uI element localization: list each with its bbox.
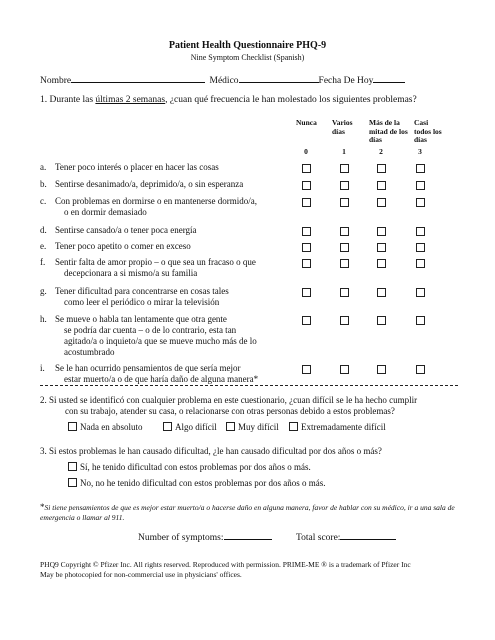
item-text: Se mueve o habla tan lentamente que otra gente [55, 314, 227, 324]
answer-checkbox[interactable] [340, 198, 349, 207]
q1-suffix: , ¿cuan qué frecuencia le han molestado los siguientes problemas? [165, 95, 417, 105]
answer-checkbox[interactable] [416, 288, 425, 297]
note-text: Si tiene pensamientos de que es mejor estar muerto/a o hacerse daño en alguna manera, favor de hablar con su médico, ir a una sala de emergencia o llamar al 911. [40, 503, 455, 522]
item-text: Sentirse desanimado/a, deprimido/a, o sin esperanza [55, 179, 244, 189]
item-letter: f. [40, 257, 46, 267]
col-score-0: 0 [304, 147, 308, 156]
item-text: Tener poco apetito o comer en exceso [55, 241, 191, 251]
answer-checkbox[interactable] [302, 164, 311, 173]
item-letter: g. [40, 286, 47, 296]
item-text: o en dormir demasiado [55, 207, 147, 217]
item-text: se podría dar cuenta – o de lo contrario, esta tan [55, 325, 237, 335]
item-letter: a. [40, 162, 47, 172]
col-score-2: 2 [379, 147, 383, 156]
item-letter: h. [40, 314, 47, 324]
item-text: como leer el periódico o mirar la televisión [55, 297, 220, 307]
answer-checkbox[interactable] [377, 259, 386, 268]
q1-prefix: 1. Durante las [40, 95, 96, 105]
checkbox-icon[interactable] [289, 422, 298, 431]
item-text: Tener dificultad para concentrarse en cosas tales [55, 286, 229, 296]
item-letter: c. [40, 196, 47, 206]
answer-checkbox[interactable] [377, 198, 386, 207]
answer-checkbox[interactable] [416, 181, 425, 190]
answer-checkbox[interactable] [340, 181, 349, 190]
answer-checkbox[interactable] [377, 365, 386, 374]
fecha-label: Fecha De Hoy [318, 76, 374, 86]
answer-checkbox[interactable] [302, 227, 311, 236]
nombre-label: Nombre [40, 76, 72, 86]
answer-checkbox[interactable] [377, 243, 386, 252]
medico-label: Médico [209, 76, 239, 86]
q2-option-label: Extremadamente difícil [301, 422, 386, 432]
question-2-line2: con su trabajo, atender su casa, o relacionarse con otras personas debido a estos problemas? [65, 406, 395, 416]
nombre-field[interactable] [71, 73, 205, 83]
form-title: Patient Health Questionnaire PHQ-9 [168, 40, 327, 51]
col-header-nunca: Nunca [296, 118, 317, 127]
checkbox-icon[interactable] [68, 462, 77, 471]
checkbox-icon[interactable] [68, 478, 77, 487]
col-score-3: 3 [418, 147, 422, 156]
item-text: acostumbrado [55, 347, 115, 357]
fecha-field[interactable] [373, 73, 405, 83]
item-letter: e. [40, 241, 47, 251]
item-text: Tener poco interés o placer en hacer las cosas [55, 162, 219, 172]
q2-option-algo[interactable] [163, 422, 217, 432]
answer-checkbox[interactable] [340, 164, 349, 173]
symptoms-field[interactable] [224, 530, 272, 540]
q2-option-label: Nada en absoluto [80, 422, 143, 432]
checkbox-icon[interactable] [68, 422, 77, 431]
item-text: estar muerto/a o de que haría daño de alguna manera* [55, 374, 259, 384]
col-header-varios: Varios días [332, 118, 353, 136]
symptoms-label: Number of symptoms: [138, 533, 224, 543]
answer-checkbox[interactable] [416, 243, 425, 252]
section-divider [40, 385, 458, 386]
q3-option-label: No, no he tenido dificultad con estos problemas por dos años o más. [80, 478, 326, 488]
answer-checkbox[interactable] [416, 259, 425, 268]
item-text: decepcionara a si mismo/a su familia [55, 268, 198, 278]
q2-option-label: Algo difícil [175, 422, 217, 432]
answer-checkbox[interactable] [302, 259, 311, 268]
checkbox-icon[interactable] [163, 422, 172, 431]
col-header-mas-mitad: Más de la mitad de los días [369, 118, 408, 144]
symptoms-count [138, 530, 272, 543]
answer-checkbox[interactable] [416, 316, 425, 325]
q3-option-no[interactable] [68, 478, 325, 488]
medico-field[interactable] [239, 73, 319, 83]
answer-checkbox[interactable] [302, 243, 311, 252]
total-field[interactable] [340, 530, 396, 540]
answer-checkbox[interactable] [377, 227, 386, 236]
answer-checkbox[interactable] [416, 164, 425, 173]
copyright-footer [40, 560, 411, 580]
answer-checkbox[interactable] [416, 227, 425, 236]
q2-option-nada[interactable] [68, 422, 142, 432]
total-label: Total score: [296, 533, 341, 543]
checkbox-icon[interactable] [226, 422, 235, 431]
q3-option-label: Sí, he tenido dificultad con estos problemas por dos años o más. [80, 462, 311, 472]
question-1 [40, 95, 417, 105]
answer-checkbox[interactable] [377, 181, 386, 190]
answer-checkbox[interactable] [302, 365, 311, 374]
answer-checkbox[interactable] [302, 181, 311, 190]
answer-checkbox[interactable] [340, 259, 349, 268]
q3-option-si[interactable] [68, 462, 311, 472]
item-letter: d. [40, 225, 47, 235]
answer-checkbox[interactable] [340, 316, 349, 325]
answer-checkbox[interactable] [340, 365, 349, 374]
form-subtitle: Nine Symptom Checklist (Spanish) [190, 53, 305, 62]
item-letter: b. [40, 179, 47, 189]
item-text: Se le han ocurrido pensamientos de que sería mejor [55, 363, 241, 373]
note-asterisk: * [40, 502, 45, 512]
item-letter: i. [40, 363, 45, 373]
answer-checkbox[interactable] [340, 227, 349, 236]
q2-option-label: Muy difícil [238, 422, 279, 432]
item-text: agitado/a o inquieto/a que se mueve mucho más de lo [55, 336, 257, 346]
answer-checkbox[interactable] [377, 288, 386, 297]
question-2-line1: 2. Si usted se identificó con cualquier problema en este cuestionario, ¿cuan difícil se le ha hecho cumplir [40, 395, 418, 405]
footer-line2: May be photocopied for non-commercial use in physicians' offices. [40, 570, 242, 579]
q2-option-muy[interactable] [226, 422, 279, 432]
col-score-1: 1 [342, 147, 346, 156]
answer-checkbox[interactable] [416, 198, 425, 207]
question-3: 3. Si estos problemas le han causado dificultad, ¿le han causado dificultad por dos años o más? [40, 446, 382, 456]
answer-checkbox[interactable] [340, 288, 349, 297]
footer-line1: PHQ9 Copyright © Pfizer Inc. All rights reserved. Reproduced with permission. PRIME-ME ® is a trademark of Pfizer Inc [40, 560, 411, 569]
item-text: Sentirse cansado/a o tener poca energía [55, 225, 197, 235]
col-header-casi: Casi todos los días [414, 118, 442, 144]
answer-checkbox[interactable] [302, 316, 311, 325]
answer-checkbox[interactable] [302, 198, 311, 207]
item-text: Sentir falta de amor propio – o que sea un fracaso o que [55, 257, 256, 267]
q2-option-extremadamente[interactable] [289, 422, 386, 432]
answer-checkbox[interactable] [340, 243, 349, 252]
item-text: Con problemas en dormirse o en mantenerse dormido/a, [55, 196, 257, 206]
answer-checkbox[interactable] [377, 164, 386, 173]
answer-checkbox[interactable] [416, 365, 425, 374]
patient-fields [40, 73, 405, 86]
total-score [296, 530, 396, 543]
q1-underlined: últimas 2 semanas [95, 95, 166, 105]
safety-note [40, 502, 460, 523]
answer-checkbox[interactable] [377, 316, 386, 325]
answer-checkbox[interactable] [302, 288, 311, 297]
